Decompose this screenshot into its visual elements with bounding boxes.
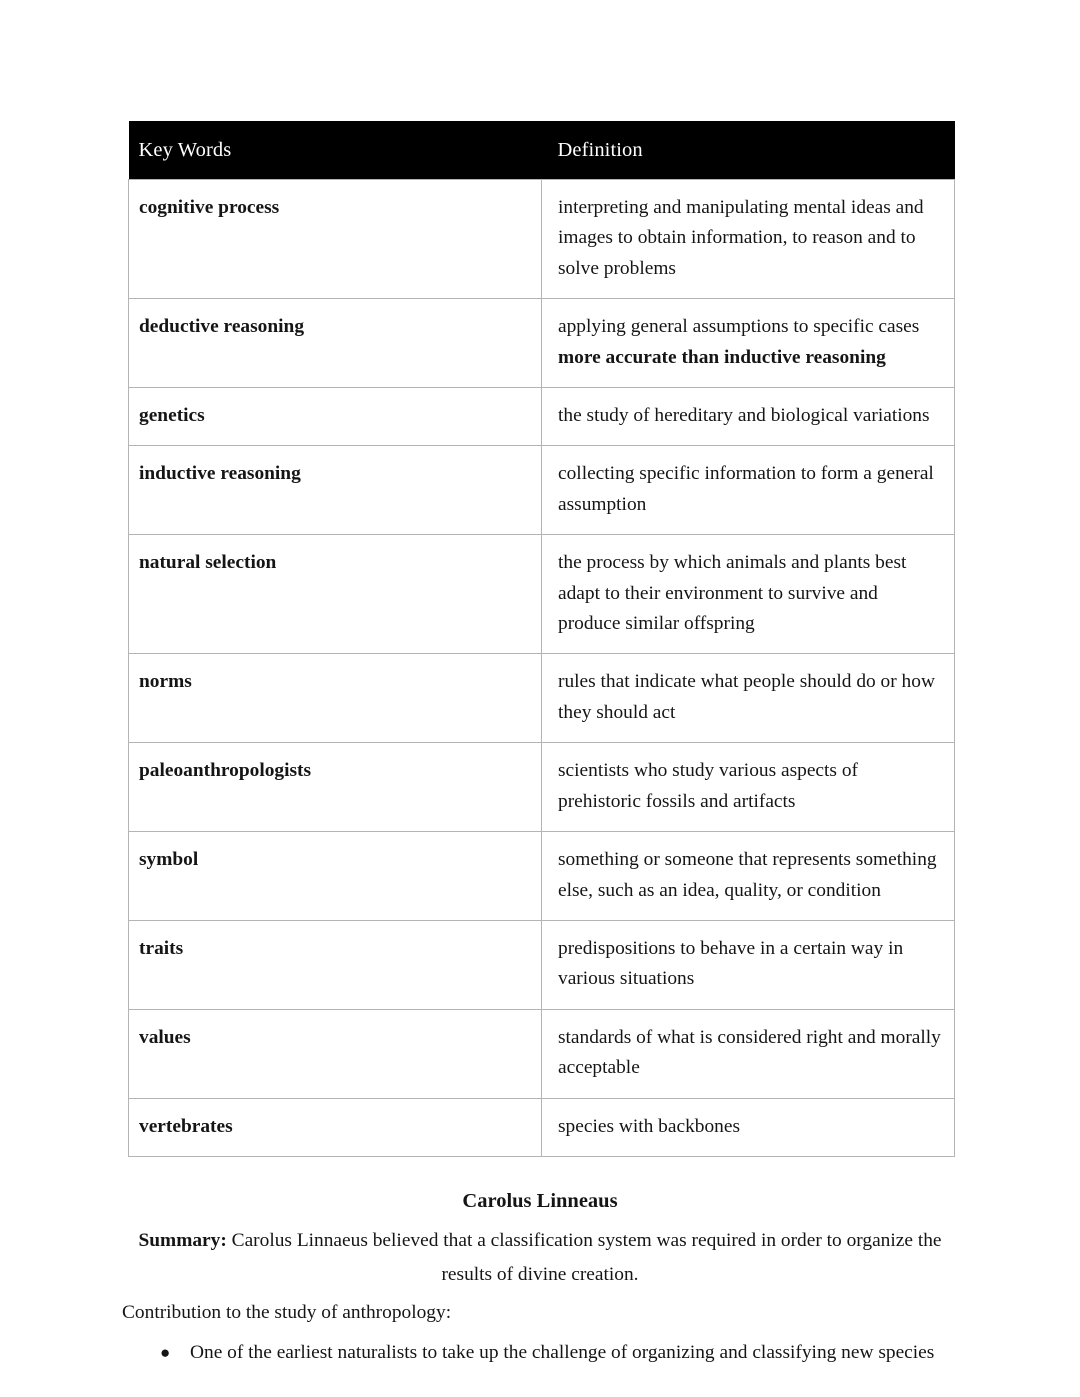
summary-paragraph — [118, 1224, 962, 1292]
contribution-label: Contribution to the study of anthropology: — [122, 1301, 452, 1323]
list-item-text: One of the earliest naturalists to take up the challenge of organizing and classifying new species — [190, 1341, 935, 1363]
table-row — [129, 535, 955, 654]
table-cell-definition — [542, 446, 955, 535]
table-cell-term: vertebrates — [129, 1098, 542, 1156]
definition-text: applying general assumptions to specific cases — [558, 316, 920, 338]
column-header-definition: Definition — [542, 121, 955, 180]
definition-text: scientists who study various aspects of prehistoric fossils and artifacts — [558, 760, 858, 812]
contribution-list — [118, 1337, 962, 1369]
table-cell-term: cognitive process — [129, 180, 542, 299]
definition-text: something or someone that represents something else, such as an idea, quality, or condition — [558, 849, 937, 901]
table-row — [129, 832, 955, 921]
table-row — [129, 743, 955, 832]
definition-text: predispositions to behave in a certain way in various situations — [558, 937, 904, 990]
table-cell-definition — [542, 388, 955, 446]
definition-text: standards of what is considered right and morally acceptable — [558, 1026, 941, 1079]
table-row — [129, 654, 955, 743]
table-row — [129, 180, 955, 299]
section-title: Carolus Linneaus — [462, 1189, 618, 1212]
document-content — [118, 121, 962, 1369]
table-cell-definition — [542, 743, 955, 832]
definition-text: the process by which animals and plants best adapt to their environment to survive and produce similar offspring — [558, 552, 907, 635]
definition-text: rules that indicate what people should do or how they should act — [558, 671, 935, 723]
table-row — [129, 299, 955, 388]
table-cell-term: deductive reasoning — [129, 299, 542, 388]
table-header — [129, 121, 955, 180]
table-cell-definition — [542, 1098, 955, 1156]
table-row — [129, 1098, 955, 1156]
bullet-icon: ● — [160, 1342, 171, 1362]
table-cell-definition — [542, 654, 955, 743]
definition-text: the study of hereditary and biological variations — [558, 405, 930, 427]
table-header-row — [129, 121, 955, 180]
table-cell-term: paleoanthropologists — [129, 743, 542, 832]
table-row — [129, 1009, 955, 1098]
table-cell-term: values — [129, 1009, 542, 1098]
table-cell-term: genetics — [129, 388, 542, 446]
table-row — [129, 920, 955, 1009]
table-cell-term: inductive reasoning — [129, 446, 542, 535]
table-row — [129, 446, 955, 535]
table-cell-definition — [542, 832, 955, 921]
definition-emphasis: more accurate than inductive reasoning — [558, 346, 886, 368]
column-header-key-words: Key Words — [129, 121, 542, 180]
table-cell-definition — [542, 299, 955, 388]
table-cell-term: norms — [129, 654, 542, 743]
table-row — [129, 388, 955, 446]
table-cell-term: traits — [129, 920, 542, 1009]
table-cell-definition — [542, 535, 955, 654]
definition-text: species with backbones — [558, 1115, 741, 1137]
list-item — [118, 1337, 962, 1369]
table-cell-term: symbol — [129, 832, 542, 921]
summary-text: Carolus Linnaeus believed that a classification system was required in order to organize the results of divine creation. — [226, 1229, 942, 1285]
table-cell-definition — [542, 920, 955, 1009]
definition-text: interpreting and manipulating mental ideas and images to obtain information, to reason and to solve problems — [558, 197, 924, 279]
definition-text: collecting specific information to form a general assumption — [558, 463, 934, 515]
key-words-table — [128, 121, 955, 1157]
table-cell-term: natural selection — [129, 535, 542, 654]
table-body — [129, 180, 955, 1157]
table-cell-definition — [542, 1009, 955, 1098]
summary-label: Summary: — [138, 1229, 227, 1251]
table-cell-definition — [542, 180, 955, 299]
